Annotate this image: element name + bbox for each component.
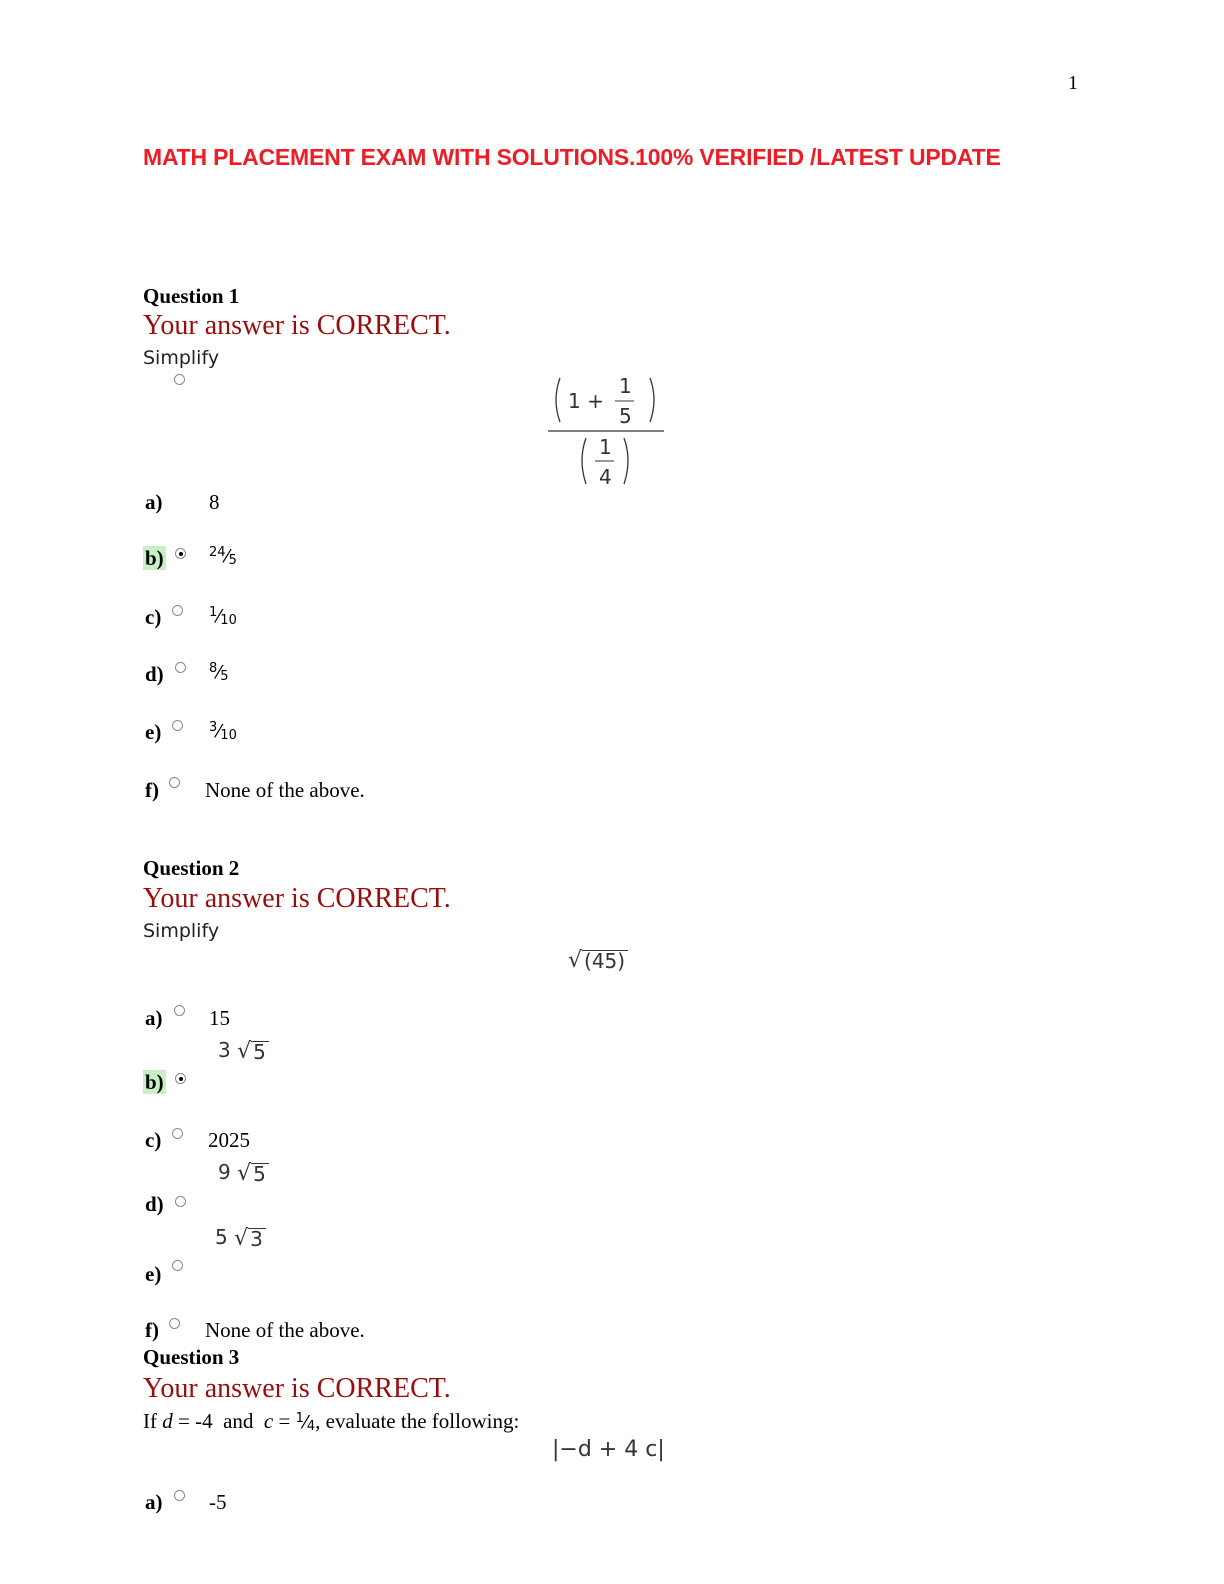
- prompt-if: If: [143, 1409, 157, 1433]
- option-letter: a): [145, 490, 163, 514]
- sqrt-icon: √: [568, 948, 583, 973]
- q2-option-b-value: [218, 1038, 269, 1062]
- sqrt-icon: √: [237, 1039, 252, 1064]
- option-letter: b): [145, 1070, 164, 1094]
- option-letter: a): [145, 1006, 163, 1030]
- expr-one-plus: 1 +: [568, 389, 604, 413]
- radio-button-icon[interactable]: [172, 605, 183, 616]
- coefficient: 3: [218, 1038, 231, 1062]
- c-equals: =: [278, 1409, 291, 1433]
- question-3-heading: Question 3: [143, 1345, 240, 1369]
- question-2-expression: [568, 950, 628, 971]
- option-text: 8: [209, 490, 220, 514]
- expr-num1: 1: [619, 374, 632, 398]
- q1-option-e: [143, 720, 163, 745]
- q2-option-a: [143, 1006, 165, 1031]
- q2-option-e-value: [215, 1225, 266, 1249]
- question-2-prompt: Simplify: [143, 920, 220, 942]
- question-3-expression: |−d + 4 c|: [552, 1437, 665, 1462]
- option-letter: d): [145, 662, 164, 686]
- radicand: (45): [582, 950, 628, 971]
- expr-den2: 4: [599, 465, 612, 489]
- coefficient: 9: [218, 1160, 231, 1184]
- radio-button-icon[interactable]: [175, 662, 186, 673]
- q1-option-e-value: $^3⁄_{10}$: [209, 720, 237, 743]
- frac-den: 5: [220, 669, 229, 684]
- q2-option-b: [143, 1070, 166, 1095]
- option-letter: c): [145, 1128, 162, 1152]
- q2-option-d: [143, 1192, 166, 1217]
- expr-den1: 5: [619, 404, 632, 428]
- page-number: 1: [1068, 72, 1078, 94]
- option-letter: e): [145, 720, 162, 744]
- d-value: = -4: [178, 1409, 213, 1433]
- question-1-status: Your answer is CORRECT.: [143, 310, 451, 341]
- prompt-and: and: [223, 1409, 254, 1433]
- question-3-status: Your answer is CORRECT.: [143, 1373, 451, 1404]
- radio-button-icon[interactable]: [175, 1073, 186, 1084]
- frac-den: 5: [228, 553, 237, 568]
- radio-button-icon[interactable]: [169, 777, 180, 788]
- q2-option-d-value: [218, 1160, 269, 1184]
- radicand: 5: [251, 1041, 269, 1062]
- radio-button-icon[interactable]: [175, 1196, 186, 1207]
- frac-den: 4: [306, 1419, 316, 1434]
- q1-option-b: [143, 546, 166, 571]
- question-3-prompt: [143, 1409, 519, 1434]
- var-d: d: [162, 1409, 173, 1433]
- q2-option-a-text: 15: [209, 1006, 230, 1030]
- option-letter: f): [145, 778, 159, 802]
- q3-option-a-text: -5: [209, 1490, 227, 1514]
- var-c: c: [263, 1409, 274, 1433]
- radio-button-icon[interactable]: [172, 1128, 183, 1139]
- radicand: 3: [248, 1228, 266, 1249]
- q1-option-d-value: $^8⁄_5$: [209, 661, 229, 684]
- radio-button-icon[interactable]: [174, 374, 185, 385]
- coefficient: 5: [215, 1225, 228, 1249]
- question-1-heading: Question 1: [143, 284, 240, 308]
- option-letter: c): [145, 605, 162, 629]
- option-letter: d): [145, 1192, 164, 1216]
- option-letter: b): [145, 546, 164, 570]
- q2-option-c-text: 2025: [208, 1128, 250, 1152]
- question-1-expression: [548, 374, 664, 490]
- radio-button-icon[interactable]: [172, 1260, 183, 1271]
- q1-option-b-value: $^{24}⁄_5$: [209, 545, 237, 568]
- question-1-prompt: Simplify: [143, 347, 220, 369]
- option-letter: f): [145, 1318, 159, 1342]
- sqrt-icon: √: [237, 1161, 252, 1186]
- q1-option-f: [143, 778, 161, 803]
- q2-option-c: [143, 1128, 163, 1153]
- q2-option-f-text: None of the above.: [205, 1318, 365, 1342]
- radio-button-icon[interactable]: [169, 1318, 180, 1329]
- document-title: MATH PLACEMENT EXAM WITH SOLUTIONS.100% VERIFIED /LATEST UPDATE: [143, 144, 1001, 170]
- frac-num: 8: [209, 661, 218, 676]
- question-2-status: Your answer is CORRECT.: [143, 883, 451, 914]
- frac-num: 3: [209, 720, 218, 735]
- q1-option-c-value: $^1⁄_{10}$: [209, 605, 237, 628]
- q1-option-a: [143, 490, 220, 515]
- frac-num: 1: [295, 1411, 304, 1426]
- expr-num2: 1: [599, 435, 612, 459]
- radio-button-icon[interactable]: [174, 1490, 185, 1501]
- q3-option-a: [143, 1490, 165, 1515]
- q1-option-c: [143, 605, 163, 630]
- frac-num: 1: [209, 605, 218, 620]
- q2-option-f: [143, 1318, 161, 1343]
- frac-den: 10: [220, 728, 237, 743]
- frac-num: 24: [209, 545, 226, 560]
- prompt-tail: , evaluate the following:: [315, 1409, 520, 1433]
- q2-option-e: [143, 1262, 163, 1287]
- c-value: $^1⁄_4$: [295, 1411, 316, 1434]
- question-2-heading: Question 2: [143, 856, 240, 880]
- radio-button-icon[interactable]: [174, 1005, 185, 1016]
- radio-button-icon[interactable]: [172, 720, 183, 731]
- sqrt-icon: √: [234, 1226, 249, 1251]
- radio-button-icon[interactable]: [175, 548, 186, 559]
- option-letter: a): [145, 1490, 163, 1514]
- q1-option-f-text: None of the above.: [205, 778, 365, 802]
- radicand: 5: [251, 1163, 269, 1184]
- frac-den: 10: [220, 613, 237, 628]
- q1-option-d: [143, 662, 166, 687]
- option-letter: e): [145, 1262, 162, 1286]
